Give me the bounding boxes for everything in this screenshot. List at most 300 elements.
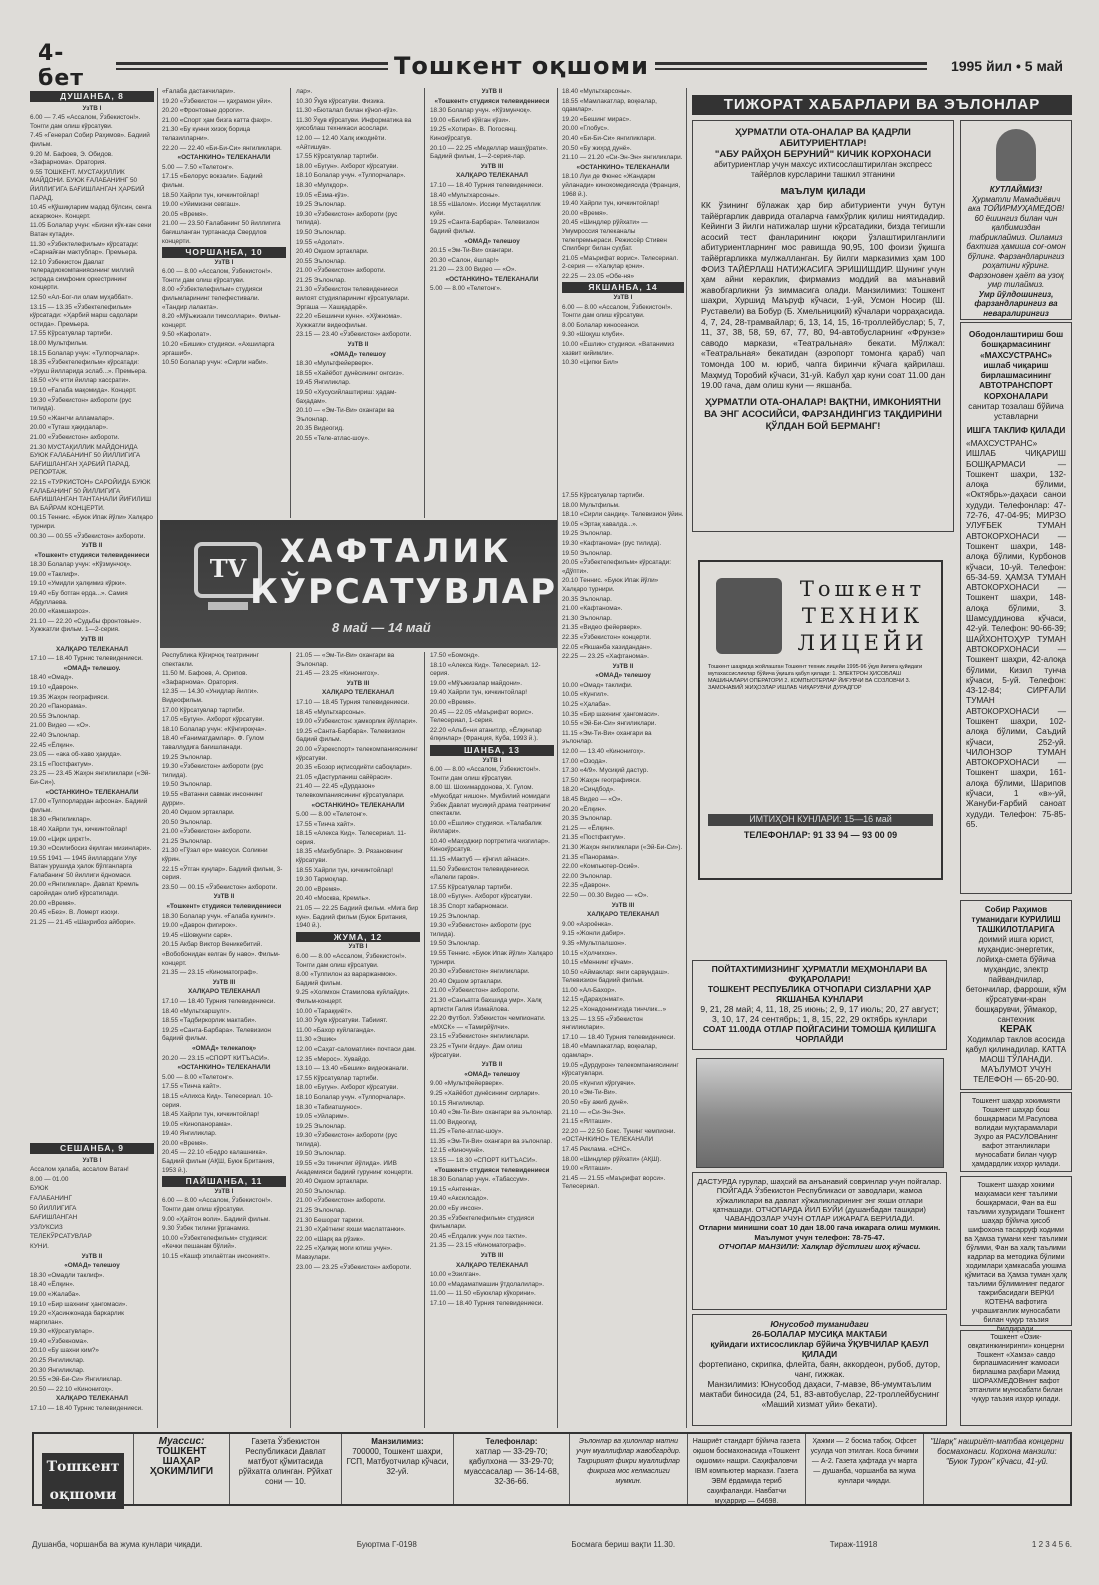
schedule-entry: 20.00 «Время». xyxy=(296,885,342,893)
schedule-entry: 19.55 Теннис. «Буюк Ипак йўли» Халқаро турнири. xyxy=(430,950,553,966)
footer-phones xyxy=(454,1434,570,1504)
tv-column-5b xyxy=(562,492,684,1428)
schedule-entry: 10.20 «Бишик» студияси. «Ахшиларга эргашиб». xyxy=(162,341,275,357)
schedule-entry: 18.35 Спорт хабарномаси. xyxy=(430,903,509,911)
schedule-entry: ЯКШАНБА, 14 xyxy=(562,282,684,293)
schedule-entry: 21.25 — 21.45 «Шаҳрибоз айбори». xyxy=(30,918,136,926)
schedule-entry: 21.00 «Ўзбекистон» ахбороти. xyxy=(30,433,120,441)
schedule-entry: 21.30 «Гўзал ер» мавсуси. Соликни кўрин. xyxy=(162,847,268,864)
schedule-entry: 9.35 «Мультлалшон». xyxy=(562,939,627,947)
schedule-entry: «ОМАД» телешоу xyxy=(64,1262,120,1270)
schedule-entry: 20.05 «Ўзбектелефильм» кўрсатади: «Дўпти». xyxy=(562,559,671,575)
racecourse-dates: 9, 21, 28 май; 4, 11, 18, 25 июнь; 2, 9, 17 июль; 20, 27 август; 3, 10, 17, 24 сентябрь; 1, 8, 15, 22, 29 октябрь кунлари xyxy=(700,1004,939,1024)
schedule-entry: 20.40 «Би-Би-Си» янгиликлари. xyxy=(562,134,656,142)
schedule-entry: 20.50 «Бу жиҳод дунё». xyxy=(562,144,632,152)
schedule-entry: 17.50 «Бомонд». xyxy=(430,652,480,659)
greeting-sign: Умр йўлдошингиз, фарзандларингиз ва неваралирингиз xyxy=(974,289,1058,318)
schedule-entry: 13.15 — 13.35 «Ўзбектелефильм» кўрсатади: «Ҳарбий марш садолари остида». Премьера. xyxy=(30,303,138,328)
schedule-entry: 21.30 Жаҳон янгиликлари («Эй-Би-Си»). xyxy=(562,843,683,851)
schedule-entry: 20.25 Янгиликлар. xyxy=(30,1357,85,1365)
schedule-entry: 20.15 Акбар Виктор Веникебитий. xyxy=(162,941,263,949)
schedule-entry: КУНИ. xyxy=(30,1242,49,1250)
racecourse-invite: СОАТ 11.00ДА ОТЛАР ПОЙГАСИНИ ТОМОША ҚИЛИШГА ЧОРЛАЙДИ xyxy=(702,1024,937,1044)
footer-registration: Газета Ўзбекистон Республикаси Давлат матбуот қўмитасида рўйхатга олинган. Рўйхат сони — 10. xyxy=(230,1434,342,1504)
schedule-entry: 23.15 «Ўзбекистон» янгиликлари. xyxy=(430,1033,530,1041)
schedule-entry: 10.05 «Кунгил». xyxy=(562,691,609,699)
schedule-entry: 11.30 «Эшик» xyxy=(296,1036,337,1044)
schedule-entry: 21.10 — 21.20 «Си-Эн-Эн» янгиликлари. xyxy=(562,154,683,162)
schedule-entry: 20.00 «Время». xyxy=(162,1139,208,1147)
schedule-entry: 11.00 «Ал-Бахор». xyxy=(562,986,617,994)
schedule-entry: 20.35 Эълонлар. xyxy=(562,595,612,603)
recruitment-org2: АВТОТРАНСПОРТ КОРХОНАЛАРИ xyxy=(979,380,1053,401)
schedule-entry: 10.45 «Қўшиқларим мадад бўлсин, сенга аскаржон». Концерт. xyxy=(30,204,152,220)
schedule-entry: «Ғалаба дастакчилари». xyxy=(162,88,236,95)
schedule-entry: 21.05 — «Эм-Ти-Ви» охангари ва Эълонлар. xyxy=(296,652,395,668)
schedule-entry: 8.20 «Мўъжизали тимсоллари». Фильм-концерт. xyxy=(162,313,281,329)
schedule-entry: 19.40 Янгиликлар. xyxy=(162,1130,217,1138)
schedule-entry: 17.00 «Озода». xyxy=(562,757,608,765)
schedule-entry: 19.45 Янгиликлар. xyxy=(296,379,351,387)
schedule-entry: 10.00 «Ёшлик» студияси. «Талабалик йиллари». xyxy=(430,819,542,836)
schedule-entry: 19.50 «Жангчи алламалар». xyxy=(30,414,115,422)
schedule-entry: 20.10 Теннис. «Буюк Ипак йўли» Халқаро турнири. xyxy=(562,577,659,593)
schedule-entry: 18.45 «Мультхарсоны». xyxy=(296,708,366,716)
schedule-entry: 19.50 Эълонлар. xyxy=(296,1150,346,1158)
day-header: ДУШАНБА, 8 xyxy=(30,91,154,102)
circulation: Тираж-11918 xyxy=(829,1540,878,1549)
schedule-entry: 19.40 «Бу ботган ерда...». Самия Абдуллаева. xyxy=(30,590,128,606)
footer-print: Нашриёт стандарт бўйича газета оқшом босмахонасида «Тошкент оқшоми» нашри. Саҳифаловчи IBM компьютер маркази. Газета ЭВМ ёрдамида териб саҳифаланди. Навбатчи муҳаррир — 64698. xyxy=(688,1434,806,1504)
schedule-entry: 22.20 «Бешинчи кунн». «Хўжнома». Хужжатли видеофильм. xyxy=(296,313,402,329)
schedule-entry: 22.00 «Компьютер-Осиё». xyxy=(562,863,640,871)
phones-text: хатлар — 33-29-70; қабулхона — 33-29-70; муассасалар — 36-14-68, 32-36-66. xyxy=(463,1447,560,1486)
schedule-entry: 18.35 «Ўзбектелефильм» кўрсатади: «Уруш йилларида эслаб...». Премьера. xyxy=(30,359,147,375)
schedule-entry: ПАЙШАНБА, 11 xyxy=(162,1176,286,1187)
print-time: Босмага бериш вақти 11.30. xyxy=(571,1540,676,1549)
header-rule-left xyxy=(116,62,388,70)
schedule-entry: 6.00 — 7.45 «Ассалом, Ўзбекистон!». Тонгги дам олиш кўрсатуви. xyxy=(30,114,141,130)
schedule-entry: 20.00 «Глобус». xyxy=(562,125,609,133)
construction-need: КЕРАК xyxy=(1000,1024,1032,1035)
recruitment-call: ИШГА ТАКЛИФ ҚИЛАДИ xyxy=(966,424,1066,435)
schedule-entry: 11.30 «Ўзбектелефильм» кўрсатади: «Сарнайған мактублар». Премьера. xyxy=(30,240,139,257)
schedule-entry: 23.50 — 00.15 «Ўзбекистон» ахбороти. xyxy=(162,883,278,891)
schedule-entry: 10.55 «Эй-Би-Си» янгиликлари. xyxy=(562,720,657,728)
lyceum-title-1: Тошкент xyxy=(799,577,926,601)
schedule-entry: «ОСТАНКИНО» ТЕЛЕКАНАЛИ xyxy=(311,801,405,809)
school-ad-sub: абитуриентлар учун махсус ихтисослаштирилган экспресс тайёрлов курсларини ташкил этганини xyxy=(713,160,933,179)
schedule-entry: 22.25 — 23.25 «Хафтанома». xyxy=(562,653,649,661)
schedule-entry: 19.05 «Кинопанорама». xyxy=(162,1120,233,1128)
schedule-entry: 18.30 «Табиатшунос». xyxy=(296,1103,362,1111)
footer-note: Эълонлар ва ҳилонлар матни учун муаллифлар жавобгардир. Таҳририят фикри муаллифлар фикрига мос келмаслиги мумкин. xyxy=(570,1434,688,1504)
schedule-entry: 18.00 Мультфильм. xyxy=(562,501,620,509)
schedule-entry: 21.10 — 22.20 «Судьбы фронтовые». Хужжатли фильм. 1—2-серия. xyxy=(30,617,142,634)
schedule-entry: 19.25 «Санта-Барбара». Телевизион бадиий фильм. xyxy=(162,1026,271,1043)
schedule-entry: Республика Кўғирчоқ театрининг спектакли. xyxy=(162,652,259,668)
schedule-entry: 18.00 «Бугун». Ахборот кўрсатуви. xyxy=(296,162,399,170)
schedule-entry: 9.25 «Хайёбот дунёсининг сирлари». xyxy=(430,1089,540,1097)
schedule-entry: 18.00 «Бугун». Ахборот кўрсатуви. xyxy=(430,893,533,901)
schedule-entry: УзТВ I xyxy=(348,943,368,951)
schedule-entry: 17.10 — 18.40 Турнис телевидениеси. xyxy=(30,655,143,663)
schedule-entry: 10.00 «Эзилган». xyxy=(430,1271,481,1279)
tv-icon: TV xyxy=(194,542,262,598)
schedule-entry: 22.45 «Ёлқин». xyxy=(30,741,75,749)
schedule-entry: 10.00 «Тараққиёт». xyxy=(296,1007,353,1015)
tv-column-1b xyxy=(30,1140,154,1428)
schedule-entry: 17.10 — 18.40 Турния телевидениеси. xyxy=(430,1299,544,1307)
schedule-entry: 17.00 «Тулпорлардан афсона». Бадиий фильм. xyxy=(30,798,148,814)
schedule-entry: 17.55 «Тинча кайт». xyxy=(162,1083,222,1091)
schedule-entry: 21.30 «Бу кунни хизоқ борица телазилларни». xyxy=(162,126,251,142)
schedule-entry: 6.00 — 8.00 «Ассалом, Ўзбекистон!». Тонгги дам олиш кўрсатуви. xyxy=(430,766,541,782)
schedule-entry: 20.00 «Время». xyxy=(562,209,608,217)
schedule-entry: УзТВ III xyxy=(480,1252,504,1259)
school-ad-heading: ҲУРМАТЛИ ОТА-ОНАЛАР ВА ҚАДРЛИ АБИТУРИЕНТЛАР! xyxy=(735,127,911,149)
schedule-entry: 18.00 «Бугун». Ахборот кўрсатуви. xyxy=(296,1084,399,1092)
schedule-entry: «Вобобонидан келган бу наво». Фильм-концерт. xyxy=(162,951,281,967)
schedule-entry: УзТВ I xyxy=(482,756,502,764)
schedule-entry: «Тошкент» студияси телевидениеси xyxy=(434,97,550,105)
schedule-entry: 10.30 «Ципки Бил» xyxy=(562,359,619,367)
lyceum-title xyxy=(790,576,935,657)
schedule-entry: 19.00 «Таклиф». xyxy=(30,570,80,578)
schedule-entry: 21.35 «Панорама». xyxy=(562,853,619,861)
schedule-entry: 20.35 «Ўзбектелефильм» студияси фильмлари. xyxy=(430,1214,535,1231)
schedule-entry: 19.30 «Ўзбекистон» ахбороти (рус тилида). xyxy=(162,763,264,779)
lyceum-emblem-icon xyxy=(716,578,782,654)
issue-date: 1995 йил • 5 май xyxy=(950,58,1064,74)
schedule-entry: 8.00 — 01.00 xyxy=(30,1175,69,1183)
schedule-entry: 11.30 Ўқув кўрсатуви. Информатика ва ҳисоблаш техникаси асослари. xyxy=(296,116,412,133)
schedule-entry: 9.00 «Азроёнка». xyxy=(562,920,613,928)
tv-column-3b xyxy=(296,652,420,1428)
schedule-list xyxy=(30,105,154,928)
schedule-entry: 21.25 — «Ёлқин». xyxy=(562,824,615,832)
schedule-entry: 10.00 «Мадаматмашин ўтдолалилар». xyxy=(430,1280,545,1288)
schedule-entry: 20.05 «Время». xyxy=(162,210,208,218)
recruitment-ad xyxy=(960,322,1072,894)
schedule-entry: 17.55 Кўрсатувлар тартиби. xyxy=(296,1074,379,1082)
schedule-entry: 18.10 Луи де Фюнес «Жандарм уйланади» кинокомедиясида (Франция, 1968 й.). xyxy=(562,173,681,198)
schedule-entry: 21.10 — «Си-Эн-Эн». xyxy=(562,1108,626,1116)
schedule-entry: 19.00 «Ўзбекистон: ҳамкорлик йўллари». xyxy=(296,718,418,726)
schedule-entry: 21.40 — 22.45 «Дурдазон» телевкомпаниясининг кўрсатувлари. xyxy=(296,783,405,799)
page-markers: 1 2 3 4 5 6. xyxy=(1031,1540,1072,1549)
schedule-entry: 18.15 Болалар учун: «Тулпорчалар». xyxy=(30,349,140,357)
schedule-entry: 5.00 — 7.50 «Телетонг». xyxy=(162,163,234,171)
schedule-entry: 19.10 «Бир шахнинг ҳангомаси». xyxy=(30,1300,128,1308)
construction-ad xyxy=(960,900,1072,1090)
schedule-entry: 18.10 Болалар учун. «Тулпорчалар». xyxy=(296,172,406,180)
schedule-entry: 19.25 Эълонлар. xyxy=(296,1122,346,1130)
schedule-entry: 20.45 «Шиндлер рўйхати» — Умумроссия телеканалы телепремьераси. Режиссёр Стивен Спилберг билан суҳбат. xyxy=(562,219,667,253)
schedule-entry: 9.25 «Холмхон Стамилова куйлайди». Фильм-концерт. xyxy=(296,989,410,1005)
schedule-entry: 20.00 «Бу инсон». xyxy=(430,1205,484,1213)
schedule-entry: 11.05 Болалар учун: «Бизни кўк-кан сени Ватан кутади». xyxy=(30,222,152,238)
newspaper-title: Тошкент оқшоми xyxy=(394,52,649,80)
schedule-entry: 17.55 Кўрсатувлар тартиби. xyxy=(562,492,645,499)
schedule-entry: 19.25 Эълонлар. xyxy=(296,201,346,209)
schedule-entry: 21.00 «Ўзбекистон» ахбороти. xyxy=(430,987,520,995)
schedule-entry: 20.45 — 22.10 «Бедро калашника». Бадиий фильм (АҚШ, Буюк Британия, 1953 й.). xyxy=(162,1149,275,1174)
tv-column-2 xyxy=(162,88,286,516)
schedule-entry: УзТВ I xyxy=(214,258,234,266)
schedule-entry: 10.00 «Ўзбектелефильм» студияси: «Кечки пешанам бўлий». xyxy=(162,1234,268,1251)
schedule-entry: 12.35 «Мерос». Хувайдо. xyxy=(296,1055,371,1063)
footer-logo-cell xyxy=(34,1434,134,1504)
schedule-entry: 6.00 — 8.00 «Ассалом, Ўзбекистон!». Тонгги дам олиш кўрсатуви. xyxy=(162,268,273,284)
column-divider xyxy=(557,88,558,1428)
schedule-entry: 12.35 — 14.30 «Унидлар йилги». Видеофильм. xyxy=(162,688,259,704)
schedule-entry: 20.45 — 22.05 «Маърифат ворис». Телесериал, 1-серия. xyxy=(430,708,534,725)
schedule-entry: 19.40 «Ўзбекнома». xyxy=(30,1337,89,1345)
schedule-entry: 20.40 «Москва, Кремль». xyxy=(296,895,371,903)
schedule-entry: 21.00 «Спорт ҳам бизга катта фахр». xyxy=(162,116,273,124)
schedule-entry: 20.55 «Теле-атлас-шоу». xyxy=(296,434,370,442)
schedule-entry: 20.10 «Бу шахни ким?» xyxy=(30,1347,99,1355)
schedule-entry: 19.30 «Ўзбекистон» ахбороти (рус тилида). xyxy=(296,210,398,227)
schedule-entry: 21.30 «Ўзбекистон телевидениеси вилоят студияларининг кўрсатувлари. Эргаша — Хашқадарё». xyxy=(296,286,410,311)
schedule-entry: 19.25 «Хотира». В. Погосянц. Кинокўрсатув. xyxy=(430,126,517,142)
schedule-entry: 10.30 Ўқув кўрсатуви. Табиият. xyxy=(296,1017,388,1025)
schedule-entry: 17.10 — 18.40 Турнис телевидениеси. xyxy=(30,1405,143,1413)
schedule-entry: 21.05 «Дастурланиш сайёраси». xyxy=(296,773,393,781)
schedule-entry: «Тошкент» студияси телевидениеси xyxy=(34,551,150,559)
schedule-entry: 18.40 Хайрли тун, кичкинтойлар! xyxy=(30,825,128,833)
school-ad-appeal: ҲУРМАТЛИ ОТА-ОНАЛАР! ВАҚТНИ, ИМКОНИЯТНИ ВА ЭНГ АСОСИЙСИ, ФАРЗАНДИНГИЗ ТАҚДИРИНИ ҚЎЛДАН БОЙ БЕРМАНГ! xyxy=(704,396,942,432)
schedule-entry: 17.10 — 18.45 Турния телевидениеси. xyxy=(296,698,410,706)
schedule-entry: 19.10 «Ғалаба мақомида». Концерт. xyxy=(30,387,137,394)
tv-column-1 xyxy=(30,88,154,1138)
weekly-tv-banner xyxy=(160,520,557,648)
schedule-entry: 12.50 «Ал-Бог-ли олам муҳаббат». xyxy=(30,294,133,302)
schedule-entry: 20.35 Эълонлар. xyxy=(562,815,612,823)
imprint-footer xyxy=(32,1432,1072,1506)
schedule-entry: 18.45 Видео — «О». xyxy=(562,796,623,803)
schedule-list xyxy=(430,88,554,294)
schedule-entry: 20.45 «Без». В. Ломерт изоҳи. xyxy=(30,909,120,917)
schedule-entry: 18.30 «Омадли таклиф». xyxy=(30,1271,105,1279)
schedule-entry: 7.45 «Генерал Собир Раҳимов». Бадиий фильм. xyxy=(30,132,150,148)
schedule-entry: 10.25 «Ҳалаба». xyxy=(562,701,611,709)
schedule-entry: 10.30 Ўқув кўрсатуви. Физика. xyxy=(296,97,386,105)
issue-day: 5 май xyxy=(1024,58,1064,74)
schedule-entry: 20.30 Янгиликлар. xyxy=(30,1366,85,1374)
schedule-entry: УзТВ II xyxy=(612,662,634,670)
schedule-entry: 19.50 Эълонлар. xyxy=(296,228,346,236)
schedule-entry: 17.50 Жаҳон географияси. xyxy=(562,776,641,784)
schedule-entry: 11.25 «Теле-атлас-шоу». xyxy=(430,1128,504,1136)
condolence-2: Тошкент шаҳар хокими маҳкамаси кенг таълими бошқармаси, Фан ва ёш таълими хузуридаги Тошкент шаҳар бўйича ҳисоб шифохона тасарруф ходими ва Ҳамза тумани кенг таълими бўлими, Фан ва халқ таълими кадрлар ва методика бўлими ходимлари ҳамкасаба уюшма қўмитаси ва Ҳамза туман ҳалқ таълими бўлимининг педагог тажрибасидаги ВЕРКИ КОТЕНА вафотига учрашиганлик муносабати билан чуқур таъзия билдиради. xyxy=(960,1176,1072,1326)
schedule-entry: 17.30 «4/9». Мусиқий дастур. xyxy=(562,767,649,775)
racecourse-ad-body xyxy=(692,1172,947,1310)
school-ad xyxy=(692,120,954,532)
banner-dates: 8 май — 14 май xyxy=(332,620,431,635)
schedule-entry: лар». xyxy=(296,88,313,95)
column-divider xyxy=(290,88,291,518)
schedule-entry: 20.40 Оқшом эртаклари. xyxy=(296,1178,369,1186)
schedule-entry: «ОМАД» телешоу xyxy=(595,672,651,680)
schedule-entry: 19.30 Тармоқлар. xyxy=(296,876,348,884)
schedule-entry: 21.30 Эълонлар. xyxy=(562,614,612,622)
schedule-entry: 13.10 — 13.40 «Бешик» видеоканали. xyxy=(296,1065,409,1073)
schedule-entry: 5.00 — 8.00 «Телетонг». xyxy=(162,1073,234,1081)
schedule-entry: 18.10 Болалар учун: «Кўнгироқча». xyxy=(162,725,267,733)
schedule-list xyxy=(562,492,684,1192)
lyceum-body: Тошкент шаҳрида жойлашган Тошкент техник лицейи 1995-96 ўқув йилига қуйидаги мутахассисликлар бўйича ўқишга қабул қилади: 1. ЭЛЕКТРОН ҲИСОБЛАШ МАШИНАЛАРИ ОПЕРАТОРИ 2. КОМПЬЮТЕРЛАР ЙИҒУВЧИ ВА СОЗЛОВЧИ 3. ЗАМОНАВИЙ ЖИҲОЗЛАР ИШЛАБ ЧИҚАРУВЧИ ДУРАДГОР xyxy=(708,664,923,691)
schedule-entry: УзТВ III xyxy=(480,162,504,170)
publication-days: Душанба, чоршанба ва жума кунлари чиқади. xyxy=(32,1540,203,1549)
school-ad-company: "АБУ РАЙҲОН БЕРУНИЙ" КИЧИК КОРХОНАСИ xyxy=(714,149,932,160)
schedule-entry: 12.00 — 12.40 Халқ ижодиёти. «Айтишув». xyxy=(296,134,387,151)
schedule-entry: 21.35 — 23.15 «Киноматограф». xyxy=(430,1242,526,1250)
schedule-entry: 19.00 «Жалаба». xyxy=(30,1290,81,1298)
schedule-entry: 18.35 «Махбублар». Э. Рязановнинг кўрсатуви. xyxy=(296,848,404,865)
column-divider xyxy=(424,652,425,1428)
footer-printing-house: "Шарқ" нашриёт-матбаа концерни босмахонаси. Корхона манзили: "Буюк Турон" кўчаси, 41-уй. xyxy=(930,1437,1064,1466)
schedule-entry: 20.50 «Бу ажиб дунё». xyxy=(562,1099,629,1106)
schedule-entry: 11.00 «Бахор куйлаганда». xyxy=(296,1026,376,1034)
schedule-entry: 22.25 «Ҳалқақ моги ютиш учун». Мавзулари. xyxy=(296,1245,393,1261)
schedule-entry: УзТВ III xyxy=(346,679,370,687)
greeting-ad xyxy=(960,120,1072,320)
tv-stand-icon xyxy=(208,602,248,610)
schedule-entry: 19.30 «Ўзбекистон» ахбороти (рус тилида). xyxy=(430,922,532,938)
schedule-entry: 19.05 «Эртақ хавалда...». xyxy=(562,520,638,528)
page-number: 4-бет xyxy=(38,41,85,91)
schedule-entry: 10.40 «Эм-Ти-Ви» охангари ва эълонлар. xyxy=(430,1109,553,1117)
schedule-entry: 17.05 «Бугун». Ахборот кўрсатуви. xyxy=(162,716,265,724)
schedule-entry: 9.00 «Мультфейерверк». xyxy=(430,1080,504,1088)
schedule-entry: 22.25 — 23.05 «Обе-ня» xyxy=(562,272,635,280)
schedule-entry: 21.30 МУСТАҚИЛЛИК МАЙДОНИДА БУЮК ҒАЛАБАНИНГ 50 ЙИЛЛИГИГА БАҒИШЛАНГАН ҲАРБИЙ ПАРАД. РЕПОРТАЖ. xyxy=(30,443,141,477)
schedule-entry: 18.30 «Мулкдор». xyxy=(296,181,349,189)
order-number: Буюртма Г-0198 xyxy=(356,1540,417,1549)
schedule-entry: 10.50 «Аймаклар: янги сарвундаш». Телевизион бадиий фильм. xyxy=(562,968,670,985)
schedule-entry: 10.15 «Кашф этилаётган инсоният». xyxy=(162,1253,270,1260)
schedule-entry: 8.00 «Ўзбектелефильм» студияси фильмларининг телефестивали. «Тандир лалакта». xyxy=(162,286,263,311)
schedule-entry: 19.30 «Кафтанома» (рус тилида). xyxy=(562,539,662,547)
schedule-entry: 19.20 «Бешинг мирас». xyxy=(562,115,631,123)
schedule-entry: 23.05 — «ака об-хаво ҳақида». xyxy=(30,751,122,759)
schedule-entry: 10.00 «Омад» таклифи. xyxy=(562,681,633,689)
schedule-entry: ЧОРШАНБА, 10 xyxy=(162,247,286,258)
banner-line-2: КЎРСАТУВЛАР xyxy=(250,572,557,612)
schedule-entry: УзТВ I xyxy=(214,1187,234,1195)
schedule-list xyxy=(162,88,286,368)
schedule-entry: 22.40 Эълонлар. xyxy=(30,731,80,739)
schedule-entry: 17.00 Кўрсатувлар тартиби. xyxy=(162,706,245,714)
music-school-ad xyxy=(692,1314,947,1426)
newspaper-logo: Тошкент оқшоми xyxy=(42,1453,124,1509)
portrait-photo xyxy=(996,129,1036,181)
tv-column-3 xyxy=(296,88,420,516)
schedule-entry: 20.05 «Кунгил кўргувчи». xyxy=(562,1079,636,1087)
school-ad-announce: маълум қилади xyxy=(780,185,866,197)
schedule-entry: 18.40 «Мамлакатлар, воқеалар, одамлар». xyxy=(562,1043,657,1060)
construction-terms: Ходимлар таклов асосида қабул қилинадилар. КАТТА МАОШ ТЎЛАНАДИ. xyxy=(965,1035,1067,1064)
schedule-entry: 9.30 «Шоқуш клуби». xyxy=(562,331,625,339)
schedule-entry: 18.45 Хайрли тун, кичкинтойлар! xyxy=(162,1111,260,1119)
schedule-entry: 22.00 Эълонлар. xyxy=(562,872,612,880)
schedule-entry: 13.55 — 18.30 «СПОРТ КИТЪАСИ». xyxy=(430,1157,538,1165)
schedule-entry: 21.30 Бешорат тарихи. xyxy=(296,1216,364,1224)
schedule-entry: 21.05 «Маърифат ворис». Телесериал. 2-серия — «Халқлар қони». xyxy=(562,254,679,271)
schedule-entry: 18.30 Болалар учун. «Табассум». xyxy=(430,1176,530,1184)
schedule-entry: 21.35 — 23.15 «Киноматограф». xyxy=(162,969,258,977)
schedule-entry: 18.40 «Мультхарсоны». xyxy=(562,88,632,95)
schedule-entry: 19.25 Эълонлар. xyxy=(562,530,612,538)
schedule-entry: 19.00 «Билиб кўйган кўзи». xyxy=(430,116,511,124)
schedule-entry: ХАЛҚАРО ТЕЛЕКАНАЛ xyxy=(455,1261,529,1269)
schedule-entry: 18.00 Мультфильм. xyxy=(30,340,88,348)
schedule-entry: 18.40 «Омад». xyxy=(30,674,74,682)
schedule-entry: 10.40 «Маҳоджир портретига чизгилар». Кинокўрсатув. xyxy=(430,837,550,854)
schedule-entry: 21.00 — 23.50 Ғалабанинг 50 йиллигига бағишланган туртанасда Свердлов концерти. xyxy=(162,220,281,245)
schedule-entry: 21.25 Эълонлар. xyxy=(296,1207,346,1215)
schedule-entry: 19.55 «Эз тиничлиг йўлида». ИИВ Академияси бадиий гурунинг концерти. xyxy=(296,1160,413,1176)
column-divider xyxy=(157,88,158,1428)
schedule-entry: 18.30 Болалар учун: «Кўзмунчоқ». xyxy=(30,561,132,569)
schedule-entry: 20.40 Оқшом эртаклари. xyxy=(296,248,369,256)
schedule-entry: 19.40 Хайрли тун, кичкинтойлар! xyxy=(562,200,660,208)
footer-size: Ҳажми — 2 босма табоқ. Офсет усулда чоп этилган. Коса бичими — A-2. Газета ҳафтада уч марта — душанба, чоршанба ва жума кунлари чиқади. xyxy=(806,1434,924,1504)
schedule-entry: УзТВ III xyxy=(212,978,236,986)
schedule-entry: 21.00 «Кафтанома». xyxy=(562,605,623,613)
schedule-entry: 19.30 «Кўрсатувлар». xyxy=(30,1328,95,1336)
schedule-entry: 19.50 «Хусусийлаштириш: ҳадам-баҳадам». xyxy=(296,389,397,405)
schedule-entry: 9.00 «Ҳайтон воли». Бадиий фильм. xyxy=(162,1215,271,1223)
schedule-entry: 20.55 «Эй-Би-Си» Янгиликлар. xyxy=(30,1376,122,1384)
schedule-entry: «ОМАД» телекапоқ» xyxy=(191,1044,257,1052)
schedule-entry: 18.10 «Сирли сандиқ». Телевизион ўйин. xyxy=(562,511,684,519)
schedule-entry: 19.25 Эълонлар. xyxy=(430,912,480,920)
schedule-entry: 8.00 Ш. Шохимардонова, Х. Гулом. «Мукобдат нишон». Мукбилий номидаги Ўзбек Давлат мусиқий драма театрининг спектакли. xyxy=(430,784,552,818)
address-text: 700000, Тошкент шаҳри, ГСП, Матбуотчилар кўчаси, 32-уй. xyxy=(346,1447,449,1476)
schedule-list xyxy=(296,652,420,1272)
racecourse-phone: Маълумот учун телефон: 78-75-47. xyxy=(754,1232,885,1242)
schedule-entry: 19.50 Эълонлар. xyxy=(162,781,212,789)
schedule-entry: 20.50 — 22.10 «Кинонигоҳ». xyxy=(30,1385,114,1393)
schedule-entry: 19.30 «Ўзбекистон» ахбороти (рус тилида). xyxy=(30,396,132,413)
schedule-entry: «ОМАД» телешоу xyxy=(330,350,386,358)
header-rule-right xyxy=(655,62,927,70)
condolence-3: Тошкент «Озик-овқатинжиниринги» концерни Тошкент «Хамза» савдо бирлашмасининг жамоаси бирлашма раҳбари Мажид ШОРАХМЕДОВнинг вафот этганлиги муносабати билан чуқур таъзия изҳор қилади. xyxy=(960,1330,1072,1426)
schedule-entry: ЖУМА, 12 xyxy=(296,932,420,943)
schedule-entry: 19.50 Эълонлар. xyxy=(562,549,612,557)
schedule-entry: 19.55 «Ватанни савмак инсоннинг дурри». xyxy=(162,790,263,807)
schedule-entry: 17.55 Кўрсатувлар тартиби. xyxy=(30,330,113,338)
schedule-entry: 18.40 «Ғаниматдамлар». Ф. Гулом таваллудига бағишланади. xyxy=(162,735,264,751)
schedule-entry: 20.20 «Ёлқин». xyxy=(562,805,607,813)
schedule-entry: 18.40 «Ёлқин». xyxy=(30,1281,75,1289)
schedule-entry: 8.00 «Тулпилон аз вараржанмок». Бадиий фильм. xyxy=(296,971,397,987)
schedule-entry: 22.15 «ТУРКИСТОН» САРОЙИДА БУЮК ҒАЛАБАНИНГ 50 ЙИЛЛИГИГА БАҒИШЛАНГАН ТАНТАНАЛИ ЙИҒИЛИШ ВА БАЙРАМ КОНЦЕРТИ. xyxy=(30,478,151,512)
lyceum-title-2: ТЕХНИК xyxy=(801,604,924,628)
schedule-entry: УзТВ I xyxy=(613,294,633,302)
schedule-entry: 18.55 «Тадбиркорлик мактаби». xyxy=(162,1017,257,1025)
schedule-entry: 19.40 «Аксилсадо». xyxy=(430,1195,489,1203)
issue-year: 1995 йил xyxy=(950,58,1013,74)
schedule-entry: «ОМАД» телешоу xyxy=(464,1070,520,1078)
schedule-entry: 20.20 — 23.15 «СПОРТ КИТЪАСИ». xyxy=(162,1054,270,1062)
footer-founder xyxy=(134,1434,230,1504)
music-instruments: фортепиано, скрипка, флейта, баян, аккордеон, рубоб, дутор, чанг, гижжак. xyxy=(698,1359,941,1379)
schedule-entry: 21.05 — 22.25 Бадиий фильм. «Мига бир кун». Бадиий фильм (Буюк Британия, 1940 й.). xyxy=(296,905,419,930)
